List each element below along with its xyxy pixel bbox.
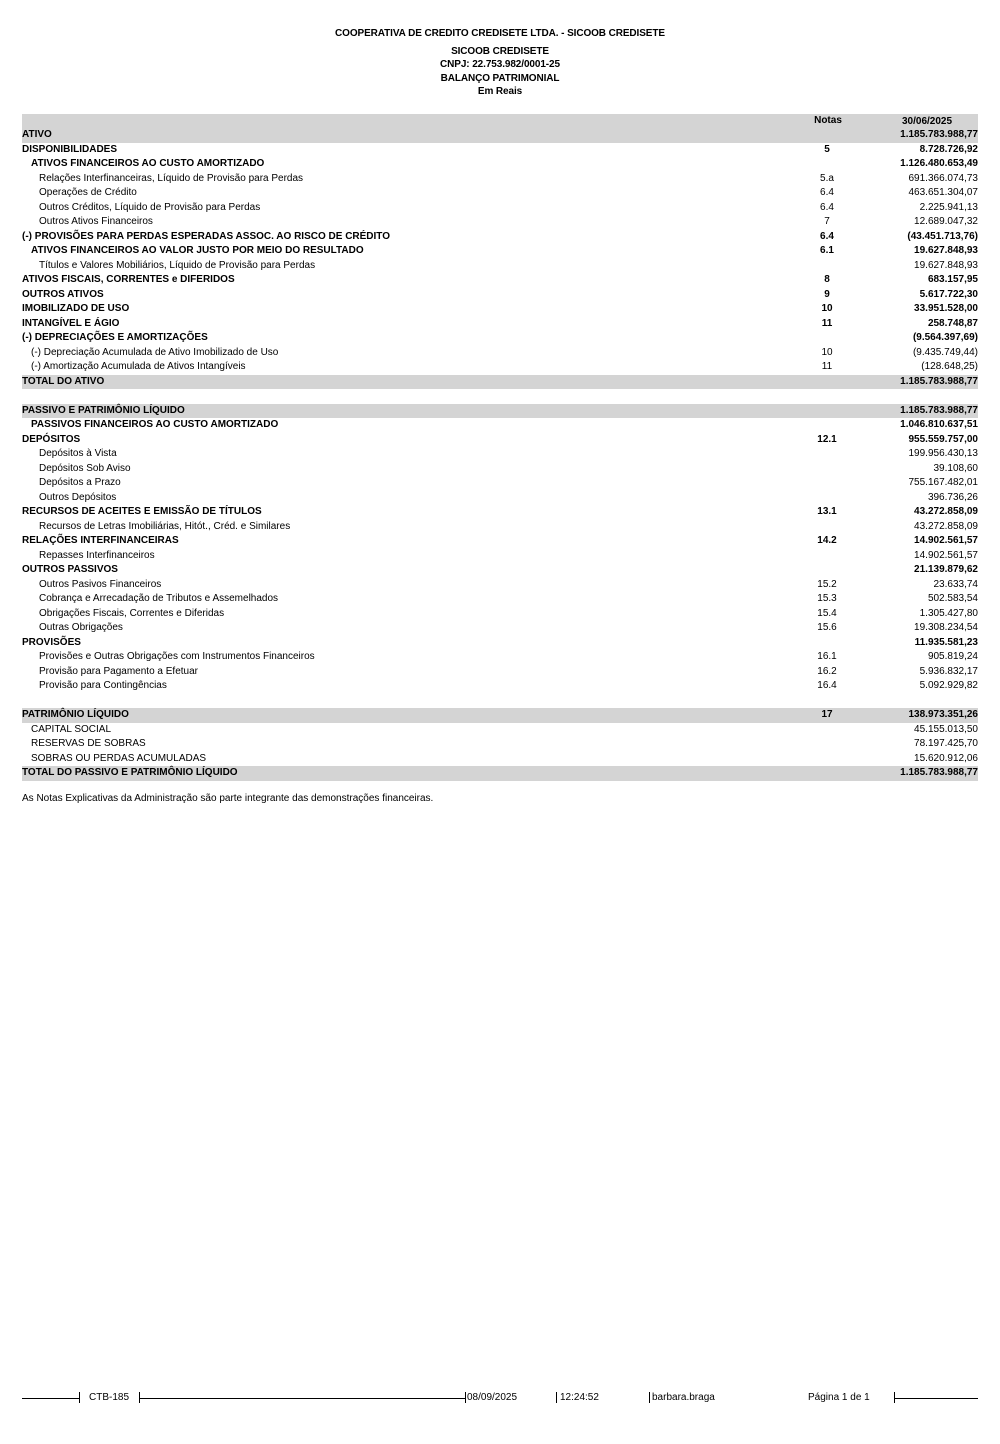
row-value: 905.819,24 [927,651,978,662]
row-nota: 10 [821,303,833,314]
row-label: SOBRAS OU PERDAS ACUMULADAS [31,752,207,764]
row-value: 396.736,26 [927,491,978,503]
row-label: Depósitos a Prazo [39,477,121,488]
row-value: 33.951.528,00 [914,303,978,314]
row-value: 43.272.858,09 [914,506,978,517]
table-row [22,433,978,448]
row-label: (-) DEPRECIAÇÕES E AMORTIZAÇÕES [22,332,208,343]
row-nota: 7 [824,216,830,227]
row-label: Provisão para Contingências [39,680,167,691]
table-row [22,259,978,274]
row-value: 199.956.430,13 [908,448,978,459]
row-label: Cobrança e Arrecadação de Tributos e Assemelhados [39,593,279,604]
row-value: 1.185.783.988,77 [900,767,978,778]
row-value: 1.126.480.653,49 [900,158,978,169]
row-label: Provisão para Pagamento a Efetuar [39,665,198,677]
table-row [22,128,978,143]
table-row [22,549,978,564]
cnpj: CNPJ: 22.753.982/0001-25 [440,59,560,70]
row-value: 23.633,74 [933,578,978,590]
row-nota: 17 [821,709,833,720]
row-label: PROVISÕES [22,636,81,648]
table-row [22,650,978,665]
row-value: 15.620.912,06 [914,752,978,764]
row-label: Relações Interfinanceiras, Líquido de Provisão para Perdas [39,172,304,184]
row-value: 19.308.234,54 [914,622,978,633]
row-value: 45.155.013,50 [914,723,978,735]
row-value: 463.651.304,07 [908,187,978,198]
table-row [22,766,978,781]
row-label: CAPITAL SOCIAL [31,723,112,735]
row-label: Títulos e Valores Mobiliários, Líquido de Provisão para Perdas [39,259,316,271]
spacer-row [22,694,978,709]
row-label: ATIVOS FINANCEIROS AO CUSTO AMORTIZADO [31,158,265,169]
row-label: RELAÇÕES INTERFINANCEIRAS [22,535,179,546]
table-row [22,331,978,346]
row-nota: 15.2 [817,578,837,590]
row-value: 691.366.074,73 [908,172,978,184]
row-label: ATIVOS FISCAIS, CORRENTES e DIFERIDOS [22,274,235,285]
row-nota: 16.4 [817,680,837,691]
row-value: 19.627.848,93 [914,245,978,256]
row-value: 1.185.783.988,77 [900,404,978,416]
table-row [22,375,978,390]
row-label: DISPONIBILIDADES [22,143,118,155]
table-row [22,476,978,491]
footer-rule [139,1398,465,1399]
table-row [22,404,978,419]
row-value: 19.627.848,93 [914,259,978,271]
row-label: Outros Pasivos Financeiros [39,578,162,590]
entity-name: SICOOB CREDISETE [451,46,549,57]
table-body [22,128,978,781]
table-row [22,360,978,375]
row-label: DEPÓSITOS [22,433,81,445]
column-header [22,114,978,128]
footer-divider [465,1392,466,1403]
print-time: 12:24:52 [560,1392,599,1403]
row-nota: 6.4 [820,230,834,242]
row-nota: 6.1 [820,245,834,256]
row-label: Operações de Crédito [39,187,137,198]
row-value: (43.451.713,76) [907,230,978,242]
row-value: 12.689.047,32 [914,216,978,227]
row-label: RESERVAS DE SOBRAS [31,738,146,749]
row-nota: 15.6 [817,622,837,633]
footer-rule [894,1398,978,1399]
footer-divider [556,1392,557,1403]
footer-divider [79,1392,80,1403]
row-nota: 10 [821,346,833,358]
row-label: PATRIMÔNIO LÍQUIDO [22,709,129,720]
table-row [22,317,978,332]
footer-divider [649,1392,650,1403]
row-value: 1.046.810.637,51 [900,419,978,430]
table-row [22,186,978,201]
row-label: IMOBILIZADO DE USO [22,303,130,314]
row-label: ATIVOS FINANCEIROS AO VALOR JUSTO POR MEIO DO RESULTADO [31,245,364,256]
row-nota: 11 [821,317,833,329]
row-nota: 6.4 [820,201,834,213]
row-label: PASSIVOS FINANCEIROS AO CUSTO AMORTIZADO [31,419,279,430]
table-row [22,592,978,607]
table-row [22,708,978,723]
row-value: 2.225.941,13 [919,201,978,213]
table-row [22,621,978,636]
company-title: COOPERATIVA DE CREDITO CREDISETE LTDA. - SICOOB CREDISETE [335,28,665,39]
row-label: Outros Ativos Financeiros [39,216,153,227]
row-nota: 6.4 [820,187,834,198]
row-label: RECURSOS DE ACEITES E EMISSÃO DE TÍTULOS [22,506,262,517]
row-value: 5.617.722,30 [919,288,978,300]
table-row [22,534,978,549]
table-row [22,723,978,738]
row-value: 39.108,60 [933,462,978,474]
table-row [22,665,978,680]
row-label: Repasses Interfinanceiros [39,549,155,561]
row-value: 43.272.858,09 [914,520,978,532]
user-name: barbara.braga [652,1392,715,1403]
row-nota: 5.a [820,172,834,184]
row-label: Provisões e Outras Obrigações com Instrumentos Financeiros [39,651,315,662]
table-row [22,273,978,288]
row-value: 1.305.427,80 [919,607,978,619]
row-value: 1.185.783.988,77 [900,375,978,387]
row-label: OUTROS PASSIVOS [22,564,118,575]
row-nota: 11 [821,361,833,372]
row-label: Obrigações Fiscais, Correntes e Diferidas [39,607,225,619]
table-row [22,244,978,259]
row-value: 14.902.561,57 [914,549,978,561]
table-row [22,752,978,767]
row-label: Outros Créditos, Líquido de Provisão para Perdas [39,201,261,213]
table-row [22,447,978,462]
row-label: Recursos de Letras Imobiliárias, Hitót., Créd. e Similares [39,520,291,532]
row-value: 683.157,95 [927,274,978,285]
row-label: TOTAL DO PASSIVO E PATRIMÔNIO LÍQUIDO [22,767,238,778]
row-nota: 13.1 [817,506,837,517]
page-footer [0,1390,1000,1406]
page-number: Página 1 de 1 [808,1392,870,1403]
row-label: Depósitos Sob Aviso [39,462,131,474]
report-code: CTB-185 [89,1392,130,1403]
notas-column-header: Notas [814,115,842,126]
row-nota: 15.4 [817,607,837,619]
row-value: 78.197.425,70 [914,738,978,749]
table-row [22,636,978,651]
balance-sheet-table [22,114,978,781]
row-label: OUTROS ATIVOS [22,288,104,300]
row-value: 138.973.351,26 [908,709,978,720]
row-value: (128.648,25) [921,361,978,372]
row-nota: 9 [824,288,830,300]
row-value: 21.139.879,62 [914,564,978,575]
table-row [22,505,978,520]
row-nota: 14.2 [817,535,837,546]
table-row [22,230,978,245]
row-value: 258.748,87 [927,317,978,329]
row-value: 14.902.561,57 [914,535,978,546]
row-value: 502.583,54 [927,593,978,604]
table-row [22,215,978,230]
row-value: 955.559.757,00 [908,433,978,445]
footer-rule [22,1398,79,1399]
row-value: 8.728.726,92 [919,143,978,155]
table-row [22,520,978,535]
footnote: As Notas Explicativas da Administração são parte integrante das demonstrações financeiras. [22,793,434,804]
row-label: Outras Obrigações [39,622,123,633]
table-row [22,418,978,433]
row-value: (9.435.749,44) [912,346,978,358]
report-title: BALANÇO PATRIMONIAL [440,73,560,84]
row-nota: 5 [824,143,830,155]
table-row [22,737,978,752]
table-row [22,302,978,317]
row-nota: 8 [824,274,830,285]
row-value: 755.167.482,01 [908,477,978,488]
row-label: Outros Depósitos [39,491,117,503]
table-row [22,346,978,361]
row-label: (-) Amortização Acumulada de Ativos Intangíveis [31,361,246,372]
row-label: TOTAL DO ATIVO [22,375,105,387]
row-label: PASSIVO E PATRIMÔNIO LÍQUIDO [22,404,185,416]
row-label: (-) PROVISÕES PARA PERDAS ESPERADAS ASSOC. AO RISCO DE CRÉDITO [22,230,391,242]
row-nota: 16.2 [817,665,837,677]
table-row [22,563,978,578]
table-row [22,201,978,216]
table-row [22,172,978,187]
row-value: 5.092.929,82 [919,680,978,691]
row-value: 11.935.581,23 [914,636,978,648]
table-row [22,578,978,593]
date-column-header: 30/06/2025 [902,116,953,127]
row-nota: 12.1 [817,433,837,445]
row-value: 5.936.832,17 [919,665,978,677]
currency-unit: Em Reais [477,86,523,97]
table-row [22,607,978,622]
table-row [22,491,978,506]
row-nota: 16.1 [817,651,837,662]
row-label: ATIVO [22,129,52,140]
print-date: 08/09/2025 [467,1392,518,1403]
spacer-row [22,389,978,404]
row-label: (-) Depreciação Acumulada de Ativo Imobilizado de Uso [31,346,279,358]
table-row [22,157,978,172]
row-value: 1.185.783.988,77 [900,129,978,140]
table-row [22,143,978,158]
row-value: (9.564.397,69) [912,332,978,343]
table-row [22,462,978,477]
row-label: INTANGÍVEL E ÁGIO [22,317,120,329]
row-nota: 15.3 [817,593,837,604]
table-row [22,679,978,694]
table-row [22,288,978,303]
row-label: Depósitos à Vista [39,448,117,459]
